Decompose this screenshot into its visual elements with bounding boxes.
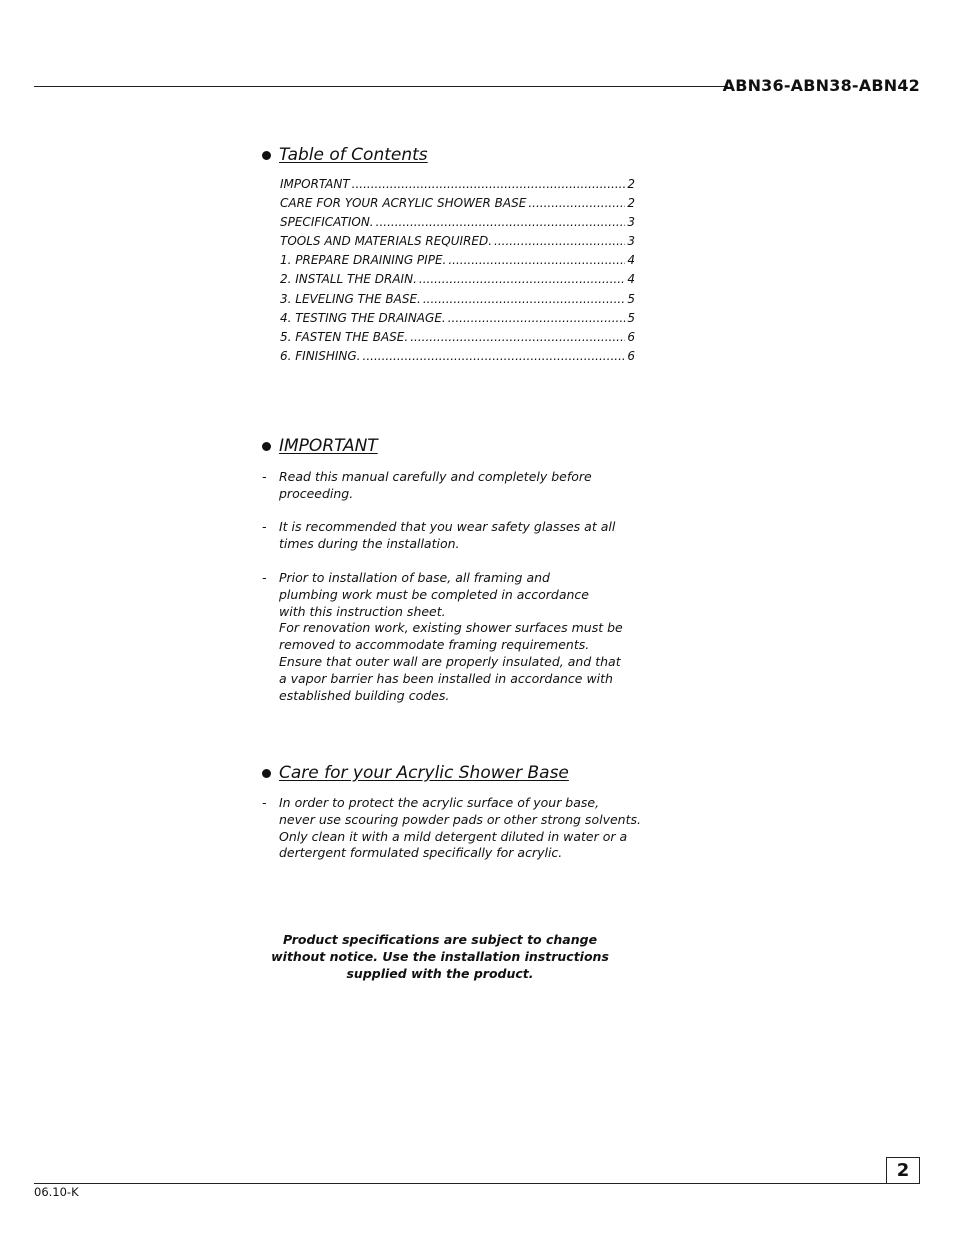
important-heading-text: IMPORTANT [279, 436, 378, 456]
toc-entry-page: 3 [627, 215, 635, 230]
bullet-icon [262, 151, 271, 160]
dash-marker: - [262, 519, 267, 534]
care-heading-text: Care for your Acrylic Shower Base [279, 763, 569, 783]
page-number: 2 [886, 1157, 920, 1184]
toc-entry[interactable] [280, 253, 635, 272]
toc-entry[interactable] [280, 234, 635, 253]
toc-entry-page: 4 [627, 272, 635, 287]
toc-entry[interactable] [280, 177, 635, 196]
toc-entry-title: 6. FINISHING. [280, 348, 361, 363]
model-title: ABN36-ABN38-ABN42 [722, 76, 920, 95]
toc-entry[interactable] [280, 215, 635, 234]
toc-leader [528, 196, 625, 210]
toc-entry[interactable] [280, 292, 635, 311]
toc-leader [410, 330, 625, 344]
dash-marker: - [262, 570, 267, 585]
toc-entry-title: TOOLS AND MATERIALS REQUIRED. [280, 234, 493, 249]
bullet-icon [262, 769, 271, 778]
toc-leader [352, 177, 626, 191]
important-item-text: Prior to installation of base, all framing and plumbing work must be completed in accordance with this instruction sheet. For renovation work, existing shower surfaces must be removed to accommodate framing requirements. Ensure that outer wall are properly insulated, and that a vapor barrier has been installed in accordance with established building codes. [279, 570, 623, 703]
toc-leader [448, 311, 626, 325]
toc-entry-title: CARE FOR YOUR ACRYLIC SHOWER BASE [280, 196, 527, 211]
toc-entry-page: 5 [627, 310, 635, 325]
care-heading [262, 763, 569, 783]
toc-entry-page: 6 [627, 348, 635, 363]
important-item [262, 469, 662, 503]
toc-entry-page: 4 [627, 253, 635, 268]
toc-entry-title: IMPORTANT [280, 177, 350, 191]
toc-entry-title: 4. TESTING THE DRAINAGE. [280, 310, 446, 325]
toc-list [280, 177, 635, 368]
toc-entry-title: 2. INSTALL THE DRAIN. [280, 272, 417, 287]
toc-leader [448, 253, 625, 267]
bullet-icon [262, 442, 271, 451]
important-item [262, 519, 662, 553]
important-item-text: It is recommended that you wear safety glasses at all times during the installation. [279, 519, 616, 551]
toc-entry-title: 3. LEVELING THE BASE. [280, 291, 421, 306]
toc-entry-page: 5 [627, 291, 635, 306]
revision-code: 06.10-K [34, 1185, 79, 1199]
toc-heading [262, 145, 428, 165]
header-rule [34, 86, 728, 87]
toc-leader [423, 292, 626, 306]
important-item [262, 570, 662, 704]
toc-entry[interactable] [280, 272, 635, 291]
toc-entry-title: 1. PREPARE DRAINING PIPE. [280, 253, 447, 268]
care-item-text: In order to protect the acrylic surface of your base, never use scouring powder pads or other strong solvents. Only clean it with a mild detergent diluted in water or a dertergent formulated specifically for acrylic. [279, 795, 641, 861]
toc-entry-page: 2 [627, 196, 635, 211]
toc-entry-title: SPECIFICATION. [280, 215, 374, 230]
toc-leader [419, 272, 625, 286]
toc-entry[interactable] [280, 196, 635, 215]
toc-entry-page: 3 [627, 234, 635, 249]
footer-rule [34, 1183, 920, 1184]
important-item-text: Read this manual carefully and completely before proceeding. [279, 469, 592, 501]
toc-entry[interactable] [280, 330, 635, 349]
toc-entry[interactable] [280, 311, 635, 330]
toc-entry[interactable] [280, 349, 635, 368]
toc-entry-title: 5. FASTEN THE BASE. [280, 329, 409, 344]
toc-entry-page: 2 [627, 177, 635, 191]
dash-marker: - [262, 795, 267, 810]
important-heading [262, 436, 378, 456]
toc-leader [363, 349, 626, 363]
toc-entry-page: 6 [627, 329, 635, 344]
toc-leader [494, 234, 625, 248]
toc-heading-text: Table of Contents [279, 145, 428, 165]
care-item [262, 795, 662, 862]
toc-leader [376, 215, 626, 229]
spec-notice: Product specifications are subject to change without notice. Use the installation instructions supplied with the product. [271, 932, 609, 981]
dash-marker: - [262, 469, 267, 484]
